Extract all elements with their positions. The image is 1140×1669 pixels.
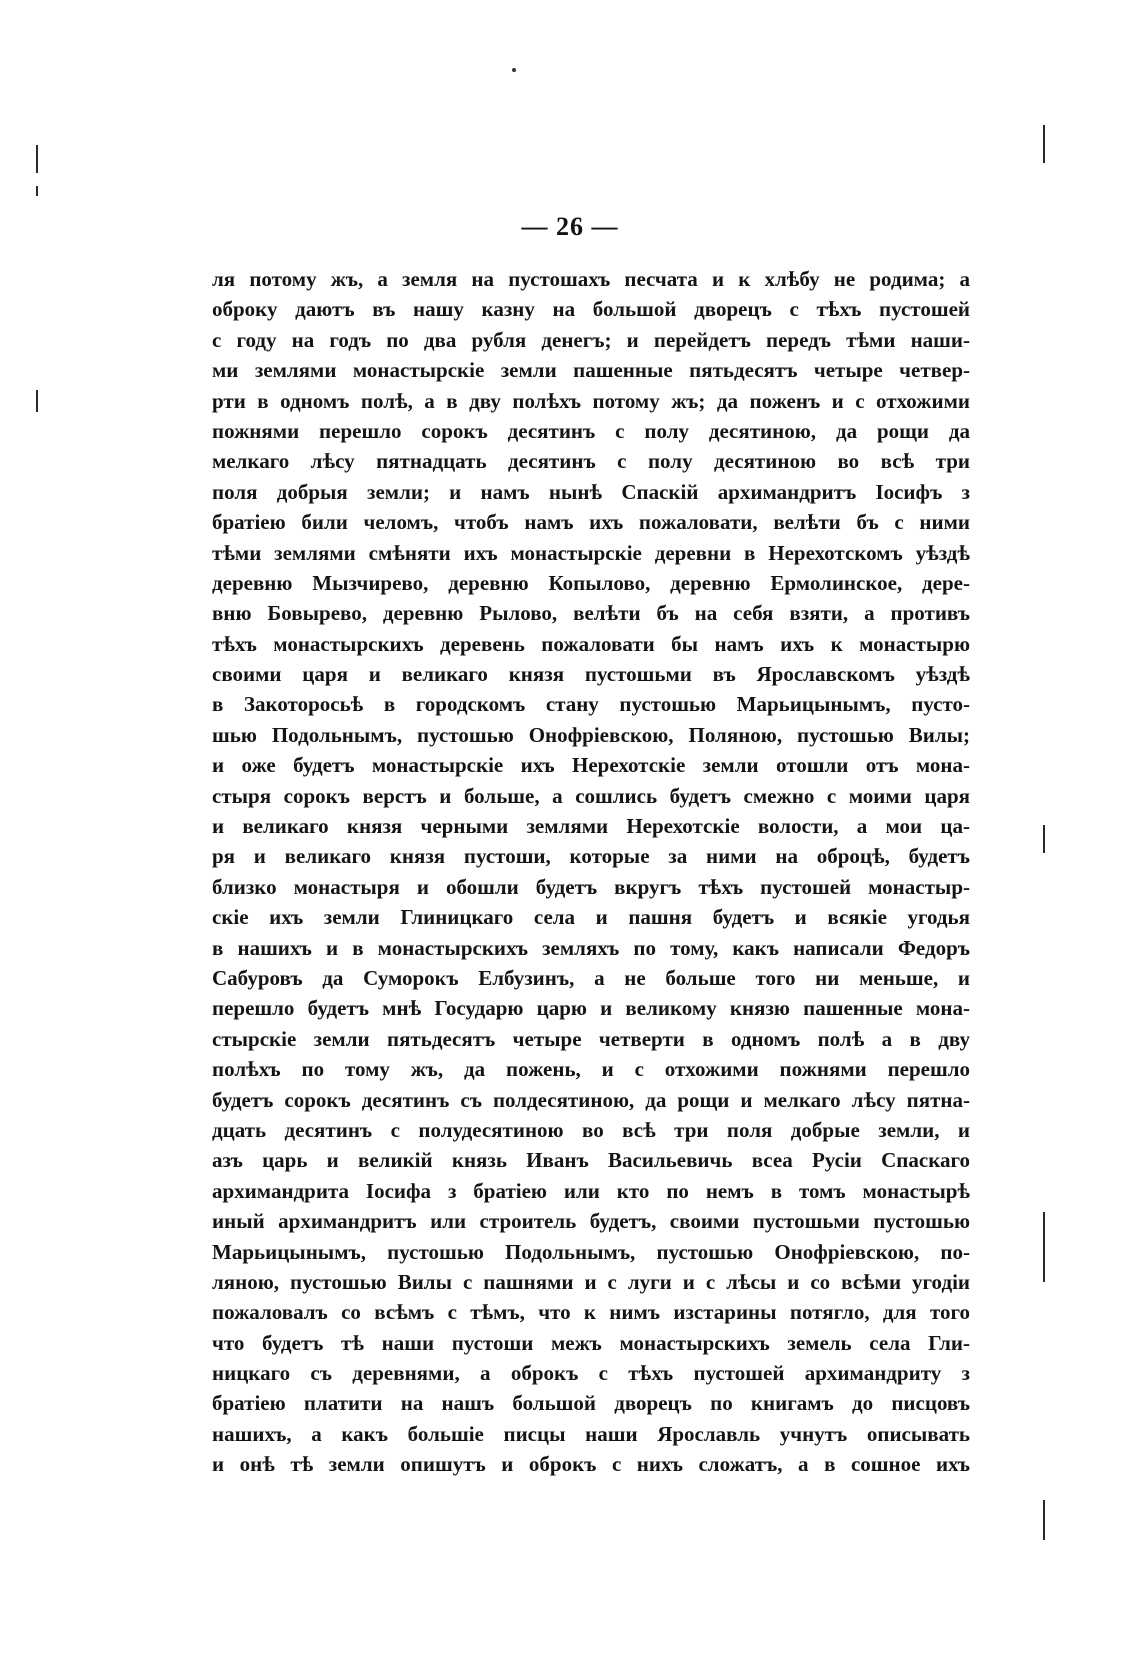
scan-margin-mark bbox=[1043, 1500, 1045, 1540]
text-line: перешло будетъ мнѣ Государю царю и великому князю пашенные мона- bbox=[212, 996, 970, 1021]
text-line: близко монастыря и обошли будетъ вкругъ тѣхъ пустошей монастыр- bbox=[212, 874, 970, 899]
text-line: и оже будетъ монастырскіе ихъ Нерехотскіе земли отошли отъ мона- bbox=[212, 753, 970, 778]
text-line: ницкаго съ деревнями, а оброкъ с тѣхъ пустошей архимандриту з bbox=[212, 1361, 970, 1386]
body-text bbox=[212, 264, 970, 1480]
text-line: и онѣ тѣ земли опишутъ и оброкъ с нихъ сложатъ, а в сошное ихъ bbox=[212, 1452, 970, 1477]
text-line: в нашихъ и в монастырскихъ земляхъ по тому, какъ написали Федоръ bbox=[212, 935, 970, 960]
text-line: архимандрита Іосифа з братіею или кто по немъ в томъ монастырѣ bbox=[212, 1178, 970, 1203]
text-line: ля потому жъ, а земля на пустошахъ песчата и к хлѣбу не родима; а bbox=[212, 267, 970, 291]
text-line: с году на годъ по два рубля денегъ; и перейдетъ передъ тѣми наши- bbox=[212, 327, 970, 352]
text-line: азъ царь и великій князь Иванъ Васильевичь всеа Русіи Спаскаго bbox=[212, 1148, 970, 1173]
scan-margin-mark bbox=[1043, 125, 1045, 163]
text-line: полѣхъ по тому жъ, да пожень, и с отхожими пожнями перешло bbox=[212, 1057, 970, 1082]
text-line: ляною, пустошью Вилы с пашнями и с луги и с лѣсы и со всѣми угодіи bbox=[212, 1269, 970, 1294]
text-line: Сабуровъ да Сумороκъ Елбузинъ, а не больше того ни меньше, и bbox=[212, 965, 970, 990]
text-line: оброку даютъ въ нашу казну на большой дворецъ с тѣхъ пустошей bbox=[212, 297, 970, 322]
text-line: стыря сорокъ верстъ и больше, а сошлись будетъ смежно с моими царя bbox=[212, 783, 970, 808]
text-line: братіею били челомъ, чтобъ намъ ихъ пожаловати, велѣти бъ с ними bbox=[212, 510, 970, 535]
text-line: Марьицынымъ, пустошью Подольнымъ, пустошью Онофріевскою, по- bbox=[212, 1239, 970, 1264]
text-line: иный архимандритъ или строитель будетъ, своими пустошьми пустошью bbox=[212, 1209, 970, 1234]
text-line: деревню Мызчирево, деревню Копылово, деревню Ермолинское, дере- bbox=[212, 570, 970, 595]
text-line: пожнями перешло сорокъ десятинъ с полу десятиною, да рощи да bbox=[212, 418, 970, 443]
text-line: нашихъ, а какъ большіе писцы наши Ярославль учнутъ описывать bbox=[212, 1421, 970, 1446]
text-line: что будетъ тѣ наши пустоши межъ монастырскихъ земель села Гли- bbox=[212, 1330, 970, 1355]
text-line: стырскіе земли пятьдесятъ четыре четверти в одномъ полѣ а в дву bbox=[212, 1026, 970, 1051]
text-line: рти в одномъ полѣ, а в дву полѣхъ потому жъ; да поженъ и с отхожими bbox=[212, 388, 970, 413]
scan-margin-mark bbox=[36, 145, 38, 173]
text-line: пожаловалъ со всѣмъ с тѣмъ, что к нимъ изстарины потягло, для того bbox=[212, 1300, 970, 1325]
scan-speck bbox=[512, 68, 516, 72]
text-line: своими царя и великаго князя пустошьми въ Ярославскомъ уѣздѣ bbox=[212, 662, 970, 687]
scan-margin-mark bbox=[36, 186, 38, 196]
text-line: поля добрыя земли; и намъ нынѣ Спаскій архимандритъ Іосифъ з bbox=[212, 479, 970, 504]
text-line: в Закоторосьѣ в городскомъ стану пустошью Марьицынымъ, пусто- bbox=[212, 692, 970, 717]
text-line: шью Подольнымъ, пустошью Онофріевскою, Поляною, пустошью Вилы; bbox=[212, 722, 970, 747]
text-line: ми землями монастырскіе земли пашенные пятьдесятъ четыре четвер- bbox=[212, 358, 970, 383]
text-line: будетъ сорокъ десятинъ съ полдесятиною, да рощи и мелкаго лѣсу пятна- bbox=[212, 1087, 970, 1112]
text-line: тѣми землями смѣняти ихъ монастырскіе деревни в Нерехотскомъ уѣздѣ bbox=[212, 540, 970, 565]
text-line: и великаго князя черными землями Нерехотскіе волости, а мои ца- bbox=[212, 814, 970, 839]
scan-margin-mark bbox=[1043, 825, 1045, 853]
scan-margin-mark bbox=[36, 390, 38, 412]
scan-margin-mark bbox=[1043, 1212, 1045, 1282]
text-line: дцать десятинъ с полудесятиною во всѣ три поля добрые земли, и bbox=[212, 1117, 970, 1142]
text-line: мелкаго лѣсу пятнадцать десятинъ с полу десятиною во всѣ три bbox=[212, 449, 970, 474]
text-line: скіе ихъ земли Глиницкаго села и пашня будетъ и всякіе угодья bbox=[212, 905, 970, 930]
page-number: — 26 — bbox=[521, 212, 619, 241]
text-line: вню Бовырево, деревню Рылово, велѣти бъ на себя взяти, а противъ bbox=[212, 601, 970, 626]
text-line: ря и великаго князя пустоши, которые за ними на оброцѣ, будетъ bbox=[212, 844, 970, 869]
text-line: братіею платити на нашъ большой дворецъ по книгамъ до писцовъ bbox=[212, 1391, 970, 1416]
text-line: тѣхъ монастырскихъ деревень пожаловати бы намъ ихъ к монастырю bbox=[212, 631, 970, 656]
